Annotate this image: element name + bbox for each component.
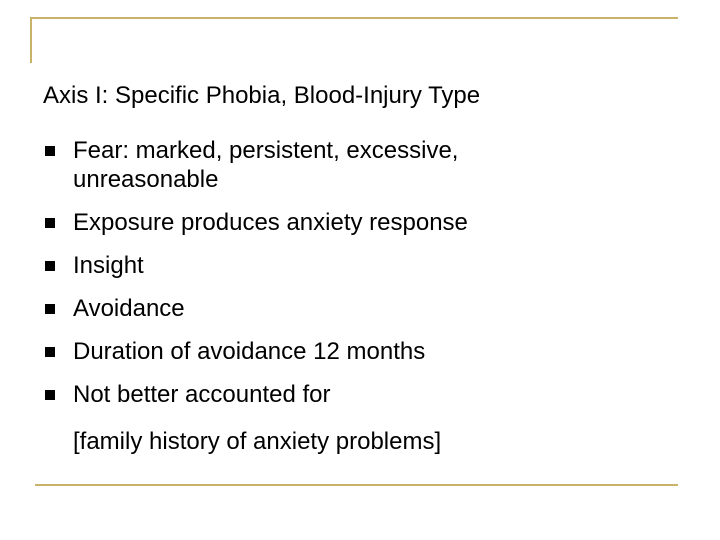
frame-top-rule xyxy=(30,17,678,19)
bullet-text-fear: Fear: marked, persistent, excessive, xyxy=(73,137,459,164)
bullet-text-avoidance: Avoidance xyxy=(73,295,185,322)
bullet-item-fear xyxy=(45,136,468,194)
square-bullet-icon xyxy=(45,261,55,271)
bullet-item-insight xyxy=(45,251,468,280)
slide-title: Axis I: Specific Phobia, Blood-Injury Type xyxy=(43,82,481,109)
frame-left-rule xyxy=(30,17,32,63)
bullet-text-insight: Insight xyxy=(73,252,144,279)
bullet-text-fear-continued: unreasonable xyxy=(73,166,219,193)
bullet-text-not-better: Not better accounted for xyxy=(73,381,331,408)
square-bullet-icon xyxy=(45,347,55,357)
bullet-text-duration: Duration of avoidance 12 months xyxy=(73,338,426,365)
bullet-text-exposure: Exposure produces anxiety response xyxy=(73,209,468,236)
bullet-item-not-better xyxy=(45,380,468,409)
square-bullet-icon xyxy=(45,390,55,400)
square-bullet-icon xyxy=(45,304,55,314)
square-bullet-icon xyxy=(45,218,55,228)
bullet-list xyxy=(45,136,468,423)
square-bullet-icon xyxy=(45,146,55,156)
bullet-item-duration xyxy=(45,337,468,366)
bullet-item-avoidance xyxy=(45,294,468,323)
frame-bottom-rule xyxy=(35,484,678,486)
bullet-item-exposure xyxy=(45,208,468,237)
family-history-note: [family history of anxiety problems] xyxy=(73,428,442,455)
